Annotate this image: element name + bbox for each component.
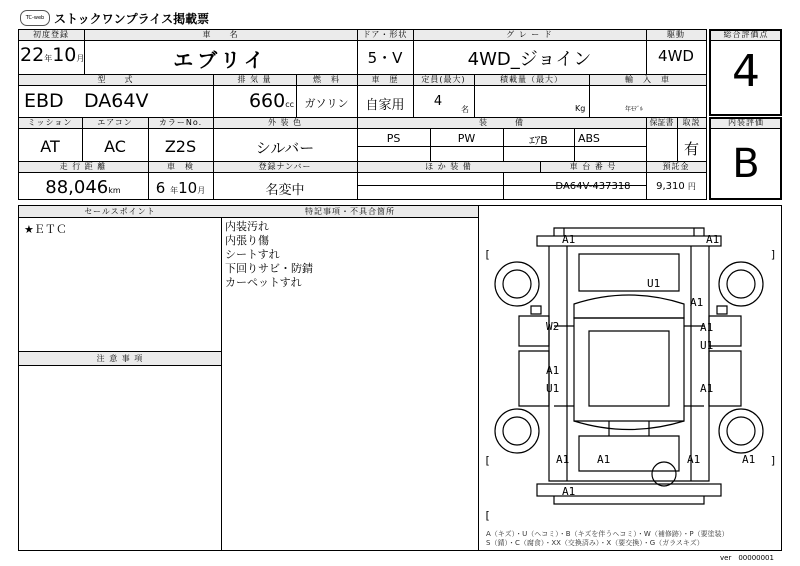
inspection	[148, 179, 213, 197]
notes-list	[225, 220, 313, 290]
mileage	[18, 177, 148, 198]
grade: 4WD_ジョイン	[467, 49, 592, 70]
deposit-unit: 円	[687, 182, 696, 191]
equip-airbag: ｴｱB	[529, 134, 548, 147]
color-no: Z2S	[164, 137, 197, 156]
note-item: カーペットすれ	[225, 276, 302, 289]
damage-mark: U1	[647, 277, 661, 290]
label-deposit: 預託金	[662, 162, 690, 171]
deposit	[646, 181, 706, 192]
chassis-number: DA64V-437318	[555, 181, 631, 192]
damage-mark: A1	[687, 453, 701, 466]
bracket-right-mid: ]	[770, 454, 777, 467]
label-import: 輸 入 車	[625, 75, 670, 84]
damage-mark: A1	[556, 453, 570, 466]
equip-pw: PW	[457, 132, 476, 145]
note-item: 内装汚れ	[225, 220, 269, 233]
label-manual: 取説	[682, 118, 701, 127]
damage-mark: W2	[546, 320, 560, 333]
label-equipment: 装 備	[479, 118, 524, 127]
label-first-reg: 初度登録	[33, 30, 69, 39]
equip-ps: PS	[386, 132, 401, 145]
insp-month-unit: 月	[197, 186, 206, 195]
plate: 名変中	[265, 183, 305, 198]
label-inspection: 車 検	[167, 162, 194, 171]
reg-month-unit: 月	[76, 54, 85, 63]
car-name: エブリイ	[173, 48, 268, 72]
damage-mark: A1	[546, 364, 560, 377]
door-type: 5・V	[367, 49, 403, 67]
label-notes: 特記事項・不具合箇所	[305, 207, 395, 216]
label-displacement: 排 気 量	[237, 75, 272, 84]
bracket-left-mid: [	[484, 454, 491, 467]
page-title: ストックワンプライス掲載票	[54, 12, 210, 26]
bracket-left-top: [	[484, 248, 491, 261]
label-car-name: 車 名	[202, 30, 239, 39]
damage-mark: A1	[562, 233, 576, 246]
reg-year-unit: 年	[44, 54, 53, 63]
label-interior: 内装評価	[728, 118, 764, 127]
label-capacity: 定員(最大)	[421, 75, 466, 84]
label-color-no: カラーNo.	[158, 118, 203, 127]
logo-text: TC-web	[25, 15, 45, 21]
insp-year: 6	[155, 179, 166, 197]
label-other-equip: ほ か 装 備	[425, 162, 472, 171]
label-payload: 積載量（最大）	[500, 75, 563, 84]
displacement-value: 660	[248, 90, 286, 112]
overall-score: 4	[732, 46, 760, 97]
label-grade: グ レ ー ド	[506, 30, 553, 39]
label-overall: 総合評価点	[723, 30, 769, 39]
label-plate: 登録ナンバー	[258, 162, 312, 171]
manual: 有	[683, 140, 699, 158]
label-model: 型 式	[97, 75, 134, 84]
sales-point-item: ★ＥＴＣ	[24, 223, 67, 236]
model-prefix: EBD	[24, 90, 64, 112]
label-warranty: 保証書	[649, 118, 674, 127]
insp-month: 10	[178, 179, 198, 197]
insp-year-unit: 年	[170, 186, 179, 195]
deposit-value: 9,310	[656, 181, 685, 192]
label-mileage: 走 行 距 離	[59, 162, 107, 171]
capacity-unit: 名	[461, 105, 469, 114]
label-sales-point: セールスポイント	[84, 207, 156, 216]
label-fuel: 燃 料	[313, 75, 340, 84]
legend-line: S（錆）・C（腐食）・XX（交換済み）・X（要交換）・G（ガラスキズ）	[486, 539, 704, 547]
model: DA64V	[84, 90, 149, 112]
note-item: 下回りサビ・防錆	[225, 262, 313, 275]
label-aircon: エアコン	[97, 118, 133, 127]
label-drive: 駆動	[667, 30, 685, 39]
legend-line: A（キズ）・U（ヘコミ）・B（キズを伴うヘコミ）・W（補修跡）・P（要塗装）	[486, 530, 729, 538]
drive: 4WD	[658, 47, 694, 65]
damage-mark: A1	[700, 321, 714, 334]
damage-mark: U1	[700, 339, 714, 352]
mileage-value: 88,046	[45, 177, 109, 198]
bracket-left-bottom: [	[484, 509, 491, 522]
label-chassis: 車 台 番 号	[569, 162, 617, 171]
damage-mark: A1	[742, 453, 756, 466]
fuel: ガソリン	[304, 97, 349, 110]
payload-unit: Kg	[575, 104, 586, 113]
exterior-color: シルバー	[255, 139, 315, 157]
aircon: AC	[104, 137, 126, 156]
label-door-type: ドア・形状	[362, 30, 408, 39]
version: ver 00000001	[720, 554, 774, 562]
damage-legend	[486, 530, 729, 548]
history: 自家用	[365, 98, 405, 113]
car-diagram	[479, 206, 781, 550]
damage-mark: U1	[546, 382, 560, 395]
year-model: 年ﾓﾃﾞﾙ	[625, 106, 644, 113]
capacity: 4	[433, 94, 443, 109]
label-mission: ミッション	[27, 118, 73, 127]
sales-point-list	[24, 221, 67, 237]
reg-year: 22	[20, 44, 45, 66]
damage-mark: A1	[706, 233, 720, 246]
damage-mark: A1	[597, 453, 611, 466]
reg-date	[20, 44, 84, 66]
note-item: シートすれ	[225, 248, 280, 261]
reg-month: 10	[52, 44, 77, 66]
damage-mark: A1	[700, 382, 714, 395]
mission: AT	[40, 137, 60, 156]
bracket-right-top: ]	[770, 248, 777, 261]
note-item: 内張り傷	[225, 234, 269, 247]
displacement-unit: cc	[285, 100, 294, 109]
damage-mark: A1	[690, 296, 704, 309]
displacement	[213, 90, 294, 112]
logo	[20, 10, 50, 26]
interior-score: B	[732, 141, 760, 187]
label-caution: 注 意 事 項	[96, 354, 144, 363]
equip-abs: ABS	[578, 132, 600, 145]
label-history: 車 歴	[371, 75, 399, 84]
mileage-unit: km	[108, 186, 121, 195]
label-exterior: 外 装 色	[267, 118, 303, 127]
damage-mark: A1	[562, 485, 576, 498]
